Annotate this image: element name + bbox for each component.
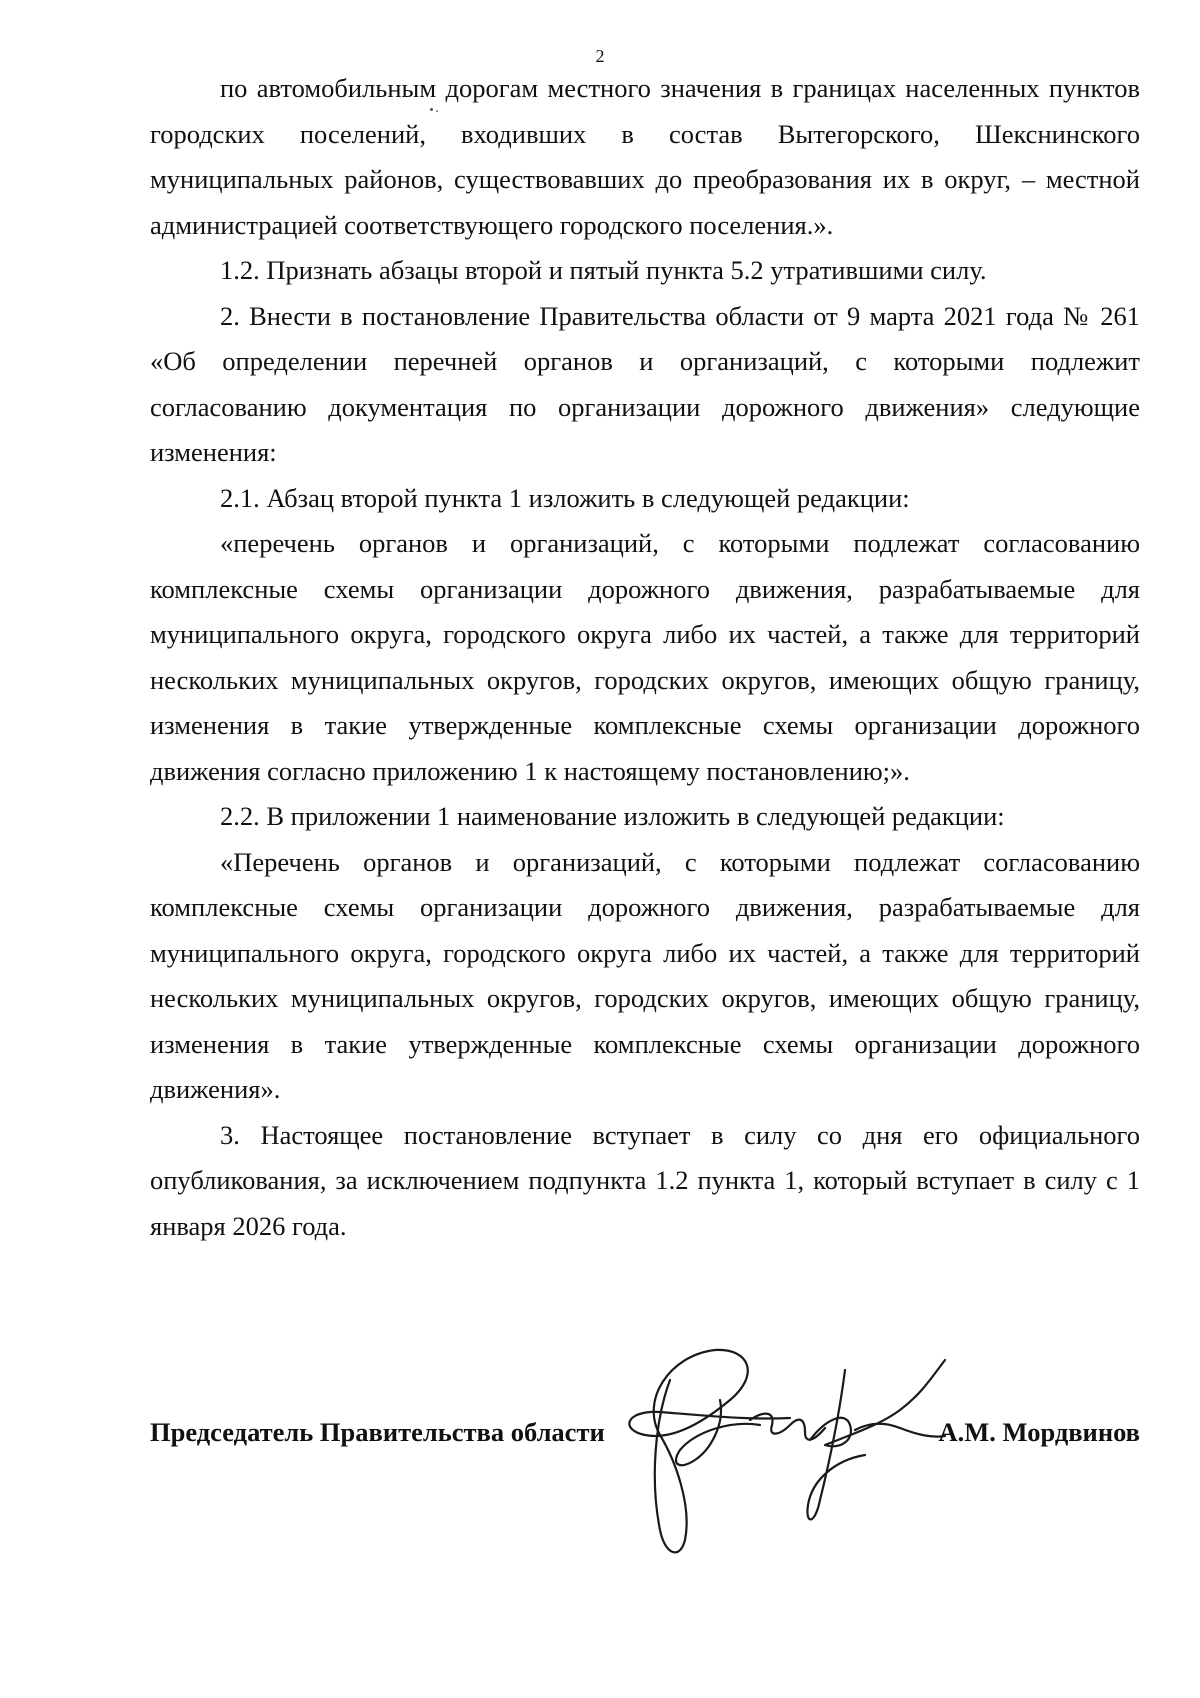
paragraph-7: «Перечень органов и организаций, с которыми подлежат согласованию комплексные схемы организации дорожного движения, разрабатываемые для муниципального округа, городского округа либо их частей, а также для территорий нескольких муниципальных округов, городских округов, имеющих общую границу, изменения в такие утвержденные комплексные схемы организации дорожного движения». [150,846,1140,1104]
signature-block [150,1412,1140,1452]
handwritten-signature [600,1340,960,1570]
page-number: 2 [595,46,605,66]
paragraph-3: 2. Внести в постановление Правительства области от 9 марта 2021 года № 261 «Об определении перечней органов и организаций, с которыми подлежит согласованию документация по организации дорожного движения» следующие изменения: [150,300,1140,467]
paragraph-1: по автомобильным дорогам местного значения в границах населенных пунктов городских поселений, входивших в состав Вытегорского, Шекснинского муниципальных районов, существовавших до преобразования их в округ, – местной администрацией соответствующего городского поселения.». [150,73,1140,240]
paragraph-8: 3. Настоящее постановление вступает в силу со дня его официального опубликования, за исключением подпункта 1.2 пункта 1, который вступает в силу с 1 января 2026 года. [150,1119,1140,1241]
paragraph-5: «перечень органов и организаций, с которыми подлежат согласованию комплексные схемы организации дорожного движения, разрабатываемые для муниципального округа, городского округа либо их частей, а также для территорий нескольких муниципальных округов, городских округов, имеющих общую границу, изменения в такие утвержденные комплексные схемы организации дорожного движения согласно приложению 1 к настоящему постановлению;». [150,528,1140,786]
paragraph-2: 1.2. Признать абзацы второй и пятый пункта 5.2 утратившими силу. [220,255,987,285]
paragraph-4: 2.1. Абзац второй пункта 1 изложить в следующей редакции: [220,482,910,513]
document-body [150,66,1140,1249]
paragraph-6: 2.2. В приложении 1 наименование изложить в следующей редакции: [220,801,1005,831]
signatory-position: Председатель Правительства области [150,1417,605,1447]
signatory-name: А.М. Мордвинов [938,1417,1140,1447]
